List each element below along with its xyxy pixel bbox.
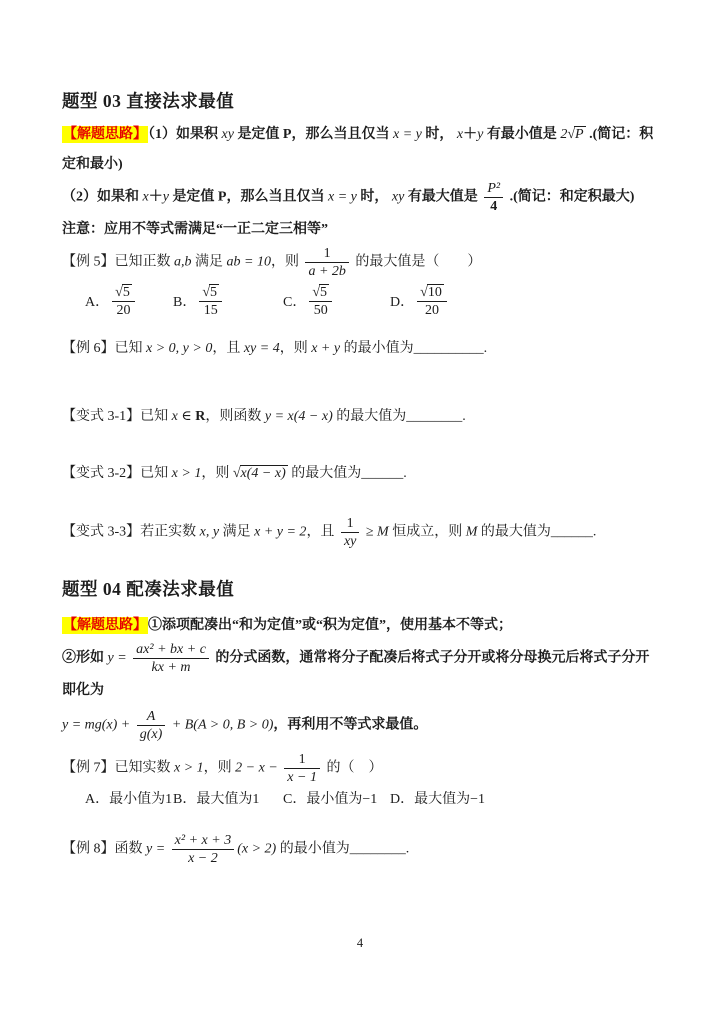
math-segment: kx + m [151,660,191,675]
variant-3-3 [62,515,658,550]
example-7 [62,751,658,786]
text-segment: 满足 [191,254,227,270]
text-segment: 5 [210,284,218,300]
fraction [137,708,166,743]
text-segment: 1 [323,246,331,261]
text-segment: 的最大值为 [332,409,407,424]
text-segment: 10 [427,284,442,300]
square-root: √10 [420,284,442,300]
text-segment: 【变式 3-1】已知 [62,409,172,424]
fraction [112,284,135,319]
example-6 [62,334,658,364]
text-segment: ，则 [279,341,312,356]
example-7-option-d [390,786,485,814]
math-segment: 2 [560,127,568,142]
text-segment: C． [283,295,307,310]
math-segment: xy [391,189,405,205]
text-segment: 的最大值是（ ） [351,254,482,270]
section-03-idea-2 [62,180,658,215]
text-segment: . [405,841,410,857]
math-segment: ax² + bx + c [136,642,206,657]
math-segment: x(4 − x) [240,466,286,481]
text-segment: 的最小值为 [340,341,414,356]
math-segment: y = [146,841,169,857]
text-segment: ①添项配凑出“和为定值”或“积为定值”，使用基本不等式； [148,618,512,633]
text-segment: A．最小值为1 [85,792,173,807]
fraction [484,180,503,215]
fraction [284,751,320,786]
math-segment: A [146,709,156,724]
fraction [309,284,332,319]
text-segment: ，再利用不等式求最值。 [273,717,428,733]
text-segment: 是定值 P，那么当且仅当 [168,189,328,205]
section-04-idea-1 [62,611,658,641]
section-04-title: 题型 04 配凑法求最值 [62,579,235,599]
math-segment: x − 1 [287,770,317,785]
example-5-option-b [173,284,283,319]
text-segment: 【变式 3-2】已知 [62,466,172,481]
bold-math-segment: R [195,409,206,424]
fraction [341,515,359,550]
variant-3-2 [62,459,658,489]
example-5-option-d [390,284,450,319]
text-segment: C．最小值为−1 [283,792,378,807]
text-segment: 【例 8】函数 [62,841,146,857]
variant-3-1 [62,402,658,432]
text-segment: 20 [116,302,131,318]
math-segment: xy = 4 [243,341,280,356]
math-segment: x + y = 2 [254,524,307,540]
blank-underline: ______ [361,466,404,481]
example-7-option-b [173,786,283,814]
section-03-idea-1 [62,120,658,180]
math-segment: x > 0, y > 0 [146,341,213,356]
blank-underline: ________ [349,841,406,857]
example-8 [62,832,658,867]
math-segment: xy [343,534,357,549]
solution-idea-label: 【解题思路】 [63,127,147,142]
text-segment: 4 [490,199,498,214]
section-03-title: 题型 03 直接法求最值 [62,91,235,111]
fraction [172,832,235,867]
text-segment: A． [85,295,110,310]
text-segment: 满足 [219,524,255,540]
fraction [417,284,447,319]
text-segment: 的（ ） [322,760,383,776]
text-segment: 【例 5】已知正数 [62,254,174,270]
math-segment: x [456,127,464,142]
text-segment: 时， [356,189,392,205]
text-segment: 恒成立，则 [388,524,466,540]
text-segment: 时， [421,127,457,142]
text-segment: D．最大值为−1 [390,792,486,807]
math-segment: x − 2 [188,851,218,866]
text-segment: . [483,341,488,356]
math-segment: x + y [311,341,341,356]
example-5-options [62,280,658,322]
text-segment: 有最小值是 [483,127,561,142]
solution-idea-label: 【解题思路】 [63,618,147,633]
example-5-option-a [85,284,173,319]
text-segment: 15 [203,302,218,318]
example-7-option-a [85,786,173,814]
math-segment: x, y [199,524,220,540]
math-segment: y [162,189,169,205]
text-segment: 5 [122,284,130,300]
math-segment: ≥ M [362,524,389,540]
text-segment: .(简记：和定积最大) [506,189,635,205]
math-segment: a + 2b [308,264,346,279]
math-segment: + B(A > 0, B > 0) [168,717,274,733]
math-segment: y = x(4 − x) [264,409,333,424]
text-segment: ，则 [270,254,303,270]
text-segment: 1 [346,516,354,531]
square-root: √5 [115,284,130,300]
blank-underline: ________ [406,409,463,424]
text-segment: D． [390,295,415,310]
text-segment: 1 [298,752,306,767]
text-segment: ∈ [177,409,196,424]
text-segment: 【变式 3-3】若正实数 [62,524,200,540]
example-7-options [62,786,658,814]
text-segment: .(简记：积定和最小) [62,127,654,172]
section-04-idea-2 [62,641,658,706]
example-5 [62,245,658,280]
text-segment: 是定值 P，那么当且仅当 [233,127,393,142]
text-segment: ＋ [148,189,163,205]
text-segment: ，且 [306,524,338,540]
math-segment: x² + x + 3 [174,833,232,848]
math-segment: y = mg(x) + [62,717,134,733]
text-segment: 的最大值为 [287,466,362,481]
math-segment: 2 − x − [235,760,282,776]
section-03-note [62,215,658,245]
math-segment: x [171,409,178,424]
text-segment: . [592,524,597,540]
text-segment: ，则函数 [205,409,265,424]
square-root: √5 [202,284,218,300]
text-segment: ，则 [203,760,236,776]
text-segment: 【例 7】已知实数 [62,760,174,776]
math-segment: x > 1 [174,760,204,776]
text-segment: 50 [313,302,328,318]
example-7-option-c [283,786,390,814]
fraction [133,641,209,676]
text-segment: （1）如果积 [148,127,222,142]
math-segment: x > 1 [171,466,202,481]
math-segment: P² [487,181,501,196]
math-segment: ab = 10 [226,254,271,270]
fraction [305,245,348,280]
text-segment: 有最大值是 [404,189,482,205]
math-segment: y [477,127,484,142]
text-segment: ＋ [463,127,478,142]
math-segment: M [465,524,478,540]
text-segment: 【例 6】已知 [62,341,146,356]
fraction [199,284,222,319]
math-segment: a,b [174,254,192,270]
blank-underline: ______ [550,524,593,540]
text-segment: B． [173,295,197,310]
math-segment: x = y [328,189,357,205]
blank-underline: __________ [413,341,484,356]
square-root: √x(4 − x) [232,466,286,481]
text-segment: 的最大值为 [477,524,551,540]
text-segment: 注意：应用不等式需满足“一正二定三相等” [62,222,328,237]
text-segment: ②形如 [62,650,108,666]
text-segment: 20 [424,302,439,318]
text-segment: 的分式函数，通常将分子配凑后将式子分开或将分母换元后将式子分开即化为 [62,650,650,698]
text-segment: ，则 [201,466,233,481]
math-segment: x = y [393,127,422,142]
text-segment: 5 [320,284,328,300]
text-segment: . [462,409,466,424]
math-segment: y = [107,650,131,666]
page-number: 4 [356,936,364,950]
text-segment: ，且 [212,341,244,356]
math-segment: xy [221,127,234,142]
square-root: √P [567,127,584,142]
text-segment: . [403,466,407,481]
text-segment: （2）如果和 [62,189,143,205]
math-segment: P [575,127,584,142]
text-segment: B．最大值为1 [173,792,260,807]
math-segment: x [142,189,149,205]
math-segment: g(x) [139,727,163,742]
example-5-option-c [283,284,390,319]
text-segment: 的最小值为 [276,841,350,857]
math-segment: (x > 2) [237,841,277,857]
section-04-idea-3 [62,708,658,743]
square-root: √5 [312,284,328,300]
